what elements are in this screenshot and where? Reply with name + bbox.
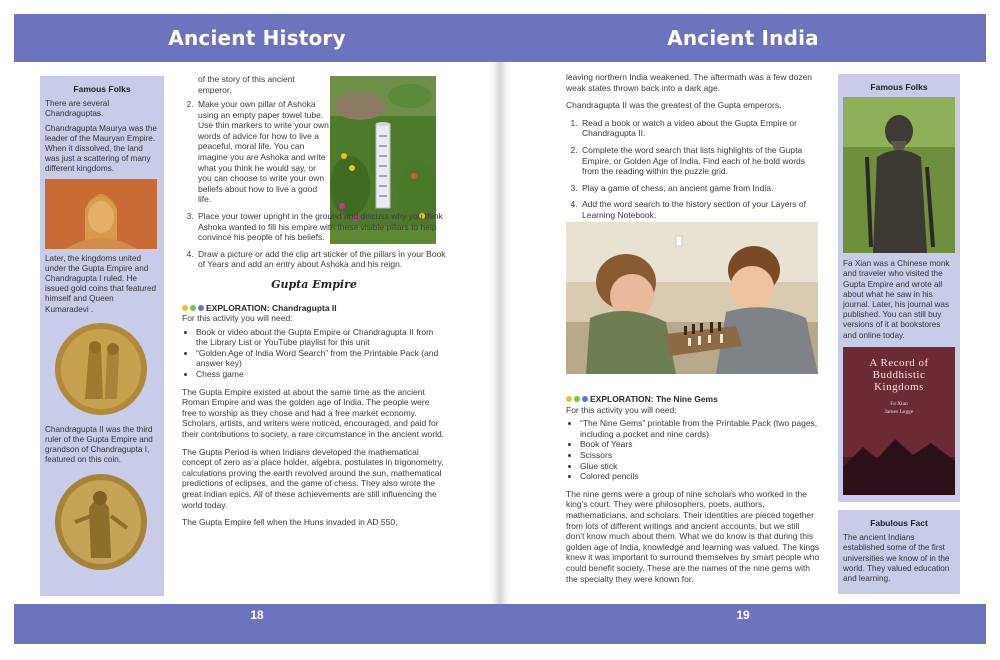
left-banner — [14, 14, 500, 62]
book-author: Fa Xian — [890, 400, 908, 407]
supply-list — [182, 327, 446, 380]
right-exploration — [566, 392, 820, 591]
right-sidebar-fabulous-fact — [838, 510, 960, 594]
left-sidebar-famous-folks — [40, 76, 164, 596]
dot-blue-icon — [198, 305, 204, 311]
exploration-need: For this activity you will need: — [566, 404, 677, 415]
list-item: • Book of Years — [580, 439, 820, 450]
right-footer — [500, 604, 986, 644]
left-instructions — [182, 99, 446, 535]
book-title: A Record of Buddhistic Kingdoms — [869, 356, 929, 393]
fa-xian-statue-photo — [843, 97, 955, 253]
sidebar-text: The ancient Indians established some of the first universities we know of in the world. They valued education and learning. — [843, 533, 950, 584]
dot-blue-icon — [582, 396, 588, 402]
intro-tail: of the story of this ancient emperor. — [198, 74, 295, 95]
page-number: 19 — [736, 608, 750, 622]
kids-playing-chess-photo — [566, 222, 818, 374]
list-item: • Scissors — [580, 450, 820, 461]
sidebar-text: Fa Xian was a Chinese monk and traveler who visited the Gupta Empire and wrote all about what he saw in his journal. Later, his journal was published. You can still buy versions of it at bookstores and online today. — [843, 259, 950, 340]
step-item: 4. Add the word search to the history section of your Layers of Learning Notebook. — [580, 199, 818, 220]
intro-text: Chandragupta II was the greatest of the Gupta emperors. — [566, 100, 782, 111]
gold-coin-photo — [45, 319, 157, 419]
left-footer — [14, 604, 500, 644]
page-number: 18 — [250, 608, 264, 622]
sidebar-text: There are several Chandraguptas. — [45, 99, 110, 119]
exploration-label: EXPLORATION: The Nine Gems — [590, 394, 718, 404]
left-main-column — [182, 74, 322, 102]
dot-green-icon — [574, 396, 580, 402]
right-page — [500, 14, 986, 644]
step-item: 3. Play a game of chess, an ancient game from India. — [580, 183, 818, 194]
step-text: Place your tower upright in the ground and discuss why you think Ashoka wanted to fill his empire with these visible pillars to help convince his people of his beliefs. — [198, 210, 443, 243]
exploration-label: EXPLORATION: Chandragupta II — [206, 302, 337, 313]
step-item — [196, 249, 446, 270]
right-sidebar-famous-folks — [838, 74, 960, 502]
book-cover-photo — [843, 347, 955, 495]
paragraph: The Gupta Empire fell when the Huns invaded in AD 550, — [182, 517, 398, 528]
right-banner — [500, 14, 986, 62]
dot-yellow-icon — [182, 305, 188, 311]
sidebar-heading: Famous Folks — [870, 82, 928, 92]
list-item: • “The Nine Gems” printable from the Printable Pack (two pages, including a pocket and nine cards) — [580, 418, 820, 439]
left-page-title: Ancient History — [168, 26, 346, 50]
sidebar-text: Chandragupta Maurya was the leader of the Mauryan Empire. When it dissolved, the land was just a scattering of many different kingdoms. — [45, 123, 157, 174]
gold-coin-photo-2 — [45, 472, 157, 572]
dot-yellow-icon — [566, 396, 572, 402]
list-item: • Colored pencils — [580, 471, 820, 482]
paragraph: The Gupta Empire existed at about the same time as the ancient Roman Empire and was the golden age of India. The people were free to worship as they chose and had a free market economy. Scholars, artists, and writers were noticed, encouraged, and paid for their contributions to society, a rare circumstance in the ancient world. — [182, 386, 445, 440]
right-main-column — [566, 72, 818, 227]
step-item — [196, 99, 332, 205]
supply-list — [566, 418, 820, 482]
sidebar-heading: Fabulous Fact — [870, 518, 928, 528]
sidebar-text: Chandragupta II was the third ruler of the Gupta Empire and grandson of Chandragupta I, featured on this coin. — [45, 424, 153, 465]
list-item: • Book or video about the Gupta Empire or Chandragupta II from the Library List or YouTube playlist for this unit — [196, 327, 446, 348]
step-item: 1. Read a book or watch a video about the Gupta Empire or Chandragupta II. — [580, 118, 818, 139]
step-text: Draw a picture or add the clip art sticker of the pillars in your Book of Years and add an entry about Ashoka and his reign. — [198, 248, 446, 270]
step-item: 2. Complete the word search that lists highlights of the Gupta Empire, or Golden Age of India. Find each of he bold words from the reading within the puzzle grid. — [580, 145, 818, 177]
chandragupta-statue-photo — [45, 179, 157, 249]
exploration-heading — [182, 303, 446, 314]
book-editor: James Legge — [884, 408, 914, 415]
right-page-title: Ancient India — [667, 26, 819, 50]
exploration-need: For this activity you will need: — [182, 313, 293, 324]
intro-tail: leaving northern India weakened. The aftermath was a few dozen weak states thrown back into a dark age. — [566, 72, 813, 93]
activity-steps — [182, 99, 446, 270]
paragraph: The Gupta Period is when Indians developed the mathematical concept of zero as a place holder, algebra, postulates in trigonometry, calculations proving the earth revolved around the sun, mathematical predictions of eclipses, and the game of chess. They also wrote the great Indian epics. All of these achievements are still influencing the world today. — [182, 446, 444, 510]
sidebar-text: Later, the kingdoms united under the Gupta Empire and Chandragupta I ruled. He issued gold coins that featured himself and Queen Kumaradevi . — [45, 253, 157, 314]
section-title-gupta-empire: Gupta Empire — [271, 277, 357, 291]
dot-green-icon — [190, 305, 196, 311]
activity-steps — [566, 118, 818, 221]
list-item: • “Golden Age of India Word Search” from the Printable Pack (and answer key) — [196, 348, 446, 369]
sidebar-heading: Famous Folks — [73, 84, 131, 94]
step-item — [196, 211, 446, 243]
step-text: Make your own pillar of Ashoka using an empty paper towel tube. Use thin markers to write your own words of advice for how to live a peaceful, moral life. You can imagine you are Ashoka and write what you think he would say, or you can choose to write your own beliefs about how to live a good life. — [198, 99, 329, 205]
left-page — [14, 14, 500, 644]
list-item: • Chess game — [196, 369, 446, 380]
paragraph: The nine gems were a group of nine scholars who worked in the king’s court. They were philosophers, poets, authors, mathematicians, and scholars. Their identities are pieced together from lots of different writings and ancient accounts, but we still don’t know much about them. What we do know is that during this golden age of India, knowledge and learning was valued. The kings knew it was important to surround themselves by smart people who could benefit society. These are the names of the nine gems with the specialty they were known for. — [566, 488, 820, 584]
exploration-heading — [566, 394, 820, 405]
list-item: • Glue stick — [580, 461, 820, 472]
